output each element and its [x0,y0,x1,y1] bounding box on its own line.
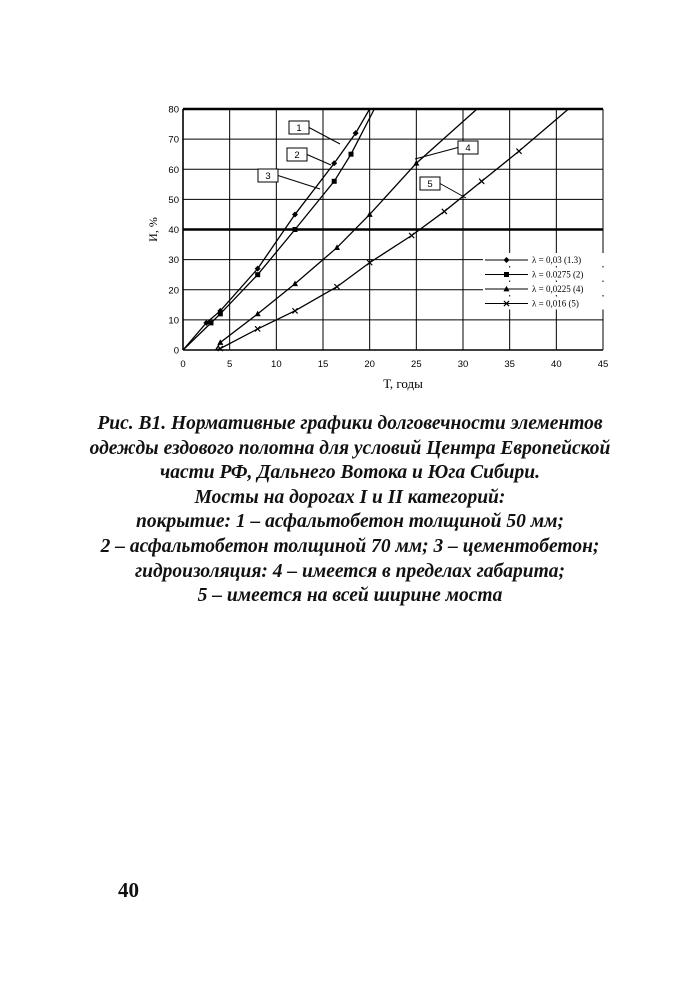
grid [183,109,603,350]
data-point [349,152,354,157]
curve-callout [289,121,340,144]
y-tick-label: 0 [173,345,179,357]
y-tick-label: 30 [168,255,179,267]
x-tick-label: 10 [271,359,282,370]
y-tick-label: 50 [168,194,179,206]
legend-label: λ = 0,016 (5) [532,298,579,309]
callout-leader [440,184,466,199]
page-number: 40 [118,878,139,902]
curve-callout [415,141,478,159]
data-point [292,308,297,313]
callout-label: 4 [465,143,471,154]
curve-callout [287,148,331,165]
data-point [516,149,521,154]
caption-line: покрытие: 1 – асфальтобетон толщиной 50 мм; [136,511,564,533]
callouts [258,121,478,198]
x-tick-label: 45 [597,359,609,370]
caption-line: части РФ, Дальнего Вотока и Юга Сибири. [159,462,540,484]
x-axis-label: Т, годы [383,376,423,391]
curve-callout [420,177,466,198]
chart [0,0,700,420]
data-point [334,284,339,289]
x-tick-label: 40 [551,359,562,370]
data-point [442,209,447,214]
callout-label: 2 [294,150,300,161]
data-point [255,272,260,277]
x-tick-label: 0 [180,359,186,370]
legend-label: λ = 0.0275 (2) [532,269,584,280]
data-point [218,311,223,316]
data-point [504,272,509,277]
caption-line: 2 – асфальтобетон толщиной 70 мм; 3 – цементобетон; [100,535,600,557]
y-tick-label: 60 [168,164,179,176]
curve-callout [258,169,320,189]
x-tick-label: 15 [317,359,329,370]
callout-label: 3 [265,171,271,182]
data-point [293,227,298,232]
callout-leader [309,128,340,145]
x-tick-label: 25 [411,359,422,370]
callout-leader [415,148,458,160]
data-point [332,179,337,184]
legend-label: λ = 0,0225 (4) [532,284,584,295]
data-point [209,320,214,325]
data-point [479,179,484,184]
callout-leader [278,176,320,190]
legend-label: λ = 0,03 (1.3) [532,255,582,266]
axes [146,105,608,392]
callout-label: 5 [427,179,433,190]
y-tick-label: 70 [168,134,179,146]
y-tick-label: 40 [168,225,179,236]
x-tick-label: 5 [227,359,233,370]
y-tick-label: 10 [168,315,179,327]
caption-line: Рис. В1. Нормативные графики долговечности элементов [97,413,603,434]
caption-line: гидроизоляция: 4 – имеется в пределах габарита; [134,560,566,582]
y-tick-label: 20 [168,285,179,297]
x-tick-label: 30 [457,359,469,370]
legend [483,253,613,310]
caption-line: Мосты на дорогах I и II категорий: [194,486,506,508]
data-point [409,233,414,238]
caption-line: 5 – имеется на всей ширине моста [197,585,503,607]
y-axis-label: И, % [146,217,160,242]
x-tick-label: 35 [504,359,515,370]
figure-caption [60,412,640,609]
caption-line: одежды ездового полотна для условий Центра Европейской [89,437,611,459]
callout-leader [307,155,331,166]
x-tick-label: 20 [364,359,375,370]
data-point [255,326,260,331]
y-tick-label: 80 [168,104,179,116]
callout-label: 1 [296,123,302,134]
